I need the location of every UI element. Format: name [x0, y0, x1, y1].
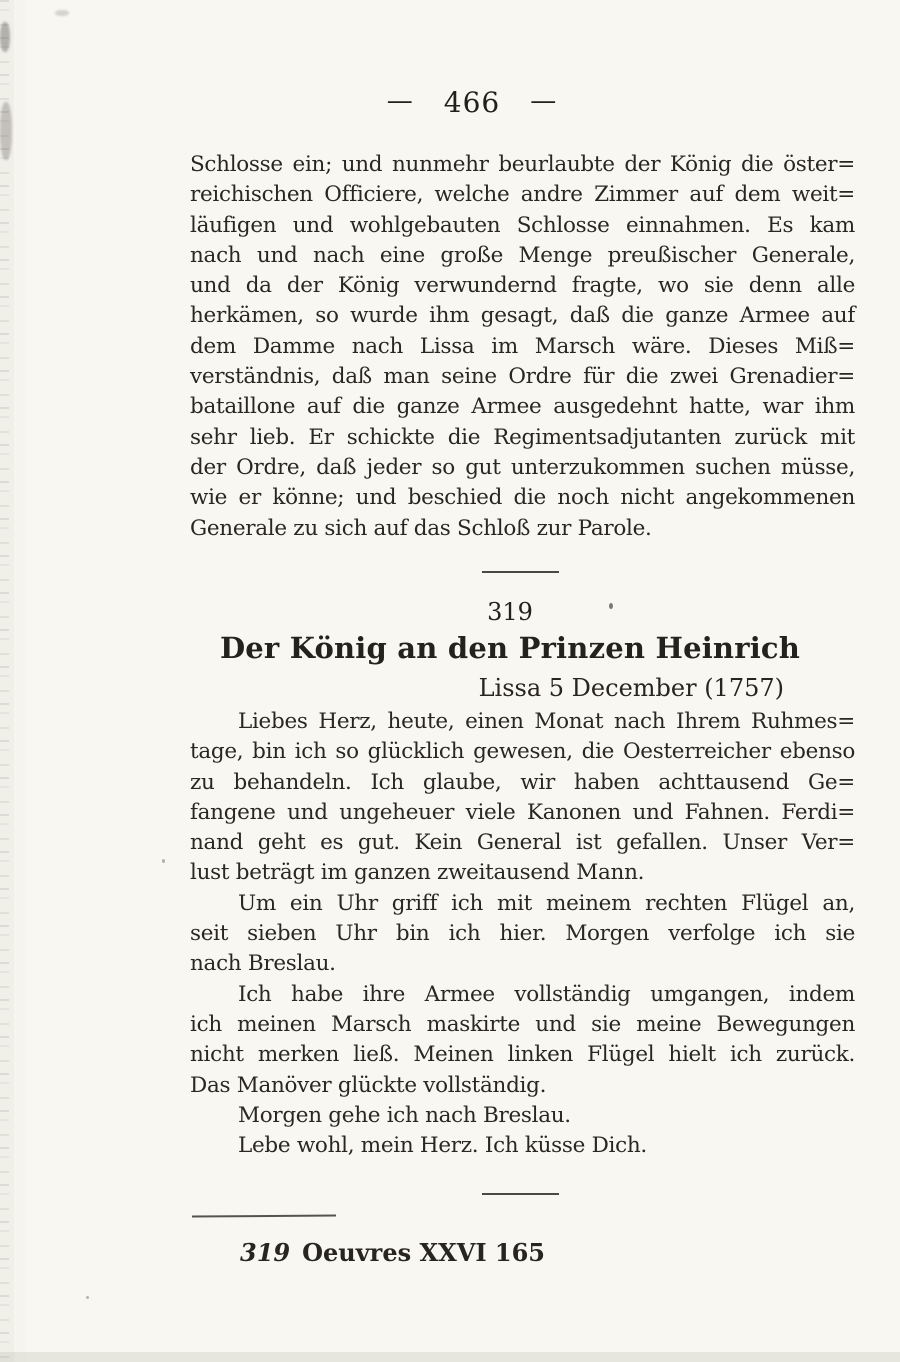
text-line: nach und nach eine große Menge preußischer Generale, — [190, 242, 855, 268]
page-number: 466 — [443, 86, 501, 119]
footnote-number: 319 — [240, 1238, 291, 1267]
letter-number: 319 — [487, 598, 533, 626]
text-line: verständnis, daß man seine Ordre für die zwei Grenadier= — [190, 364, 855, 390]
text-line: Ich habe ihre Armee vollständig umgangen, indem — [238, 981, 855, 1007]
text-line: Lebe wohl, mein Herz. Ich küsse Dich. — [238, 1133, 647, 1159]
text-line: Generale zu sich auf das Schloß zur Parole. — [190, 515, 652, 541]
text-line: bataillone auf die ganze Armee ausgedehnt hatte, war ihm — [190, 394, 855, 420]
section-separator-rule — [482, 571, 559, 573]
footnote-rule — [192, 1214, 336, 1217]
text-line: zu behandeln. Ich glaube, wir haben achttausend Ge= — [190, 769, 855, 795]
text-line: wie er könne; und beschied die noch nicht angekommenen — [190, 485, 855, 511]
letter-title: Der König an den Prinzen Heinrich — [219, 631, 801, 665]
text-line: tage, bin ich so glücklich gewesen, die Oesterreicher ebenso — [190, 739, 855, 765]
page-header — [152, 86, 792, 119]
text-line: ich meinen Marsch maskirte und sie meine Bewegungen — [190, 1011, 855, 1037]
text-line: Um ein Uhr griff ich mit meinem rechten Flügel an, — [238, 890, 855, 916]
text-line: Liebes Herz, heute, einen Monat nach Ihrem Ruhmes= — [238, 709, 855, 734]
footnote — [240, 1238, 545, 1267]
text-line: reichischen Officiere, welche andre Zimmer auf dem weit= — [190, 182, 855, 208]
text-line: läufigen und wohlgebauten Schlosse einnahmen. Es kam — [190, 212, 855, 238]
scan-smudge — [0, 102, 12, 160]
scan-edge-artifact — [0, 0, 9, 1362]
letter-body — [190, 707, 855, 1161]
text-line: nicht merken ließ. Meinen linken Flügel hielt ich zurück. — [190, 1042, 855, 1068]
text-line: dem Damme nach Lissa im Marsch wäre. Dieses Miß= — [190, 333, 855, 359]
footnote-reference: Oeuvres XXVI 165 — [302, 1238, 546, 1267]
text-line: nach Breslau. — [190, 951, 336, 977]
letter-end-separator-rule — [482, 1193, 559, 1195]
scan-smudge — [55, 10, 69, 16]
text-line: Schlosse ein; und nunmehr beurlaubte der König die öster= — [190, 152, 855, 177]
text-line: Das Manöver glückte vollständig. — [190, 1072, 547, 1098]
header-dash-right: — — [530, 85, 558, 116]
text-line: Morgen gehe ich nach Breslau. — [238, 1102, 571, 1128]
scan-speck — [162, 859, 165, 863]
text-line: nand geht es gut. Kein General ist gefallen. Unser Ver= — [190, 830, 855, 856]
text-line: und da der König verwundernd fragte, wo sie denn alle — [190, 273, 855, 299]
scan-smudge — [0, 22, 10, 52]
text-line: sehr lieb. Er schickte die Regimentsadjutanten zurück mit — [190, 424, 855, 450]
text-line: seit sieben Uhr bin ich hier. Morgen verfolge ich sie — [190, 921, 855, 947]
text-line: fangene und ungeheuer viele Kanonen und Fahnen. Ferdi= — [190, 799, 855, 825]
letter-dateline: Lissa 5 December (1757) — [478, 674, 784, 702]
text-line: der Ordre, daß jeder so gut unterzukommen suchen müsse, — [190, 454, 855, 480]
text-line: herkämen, so wurde ihm gesagt, daß die ganze Armee auf — [190, 303, 855, 329]
text-line: lust beträgt im ganzen zweitausend Mann. — [190, 860, 645, 886]
scan-speck — [86, 1296, 89, 1299]
header-dash-left: — — [386, 85, 414, 116]
continuation-paragraph — [190, 150, 855, 544]
